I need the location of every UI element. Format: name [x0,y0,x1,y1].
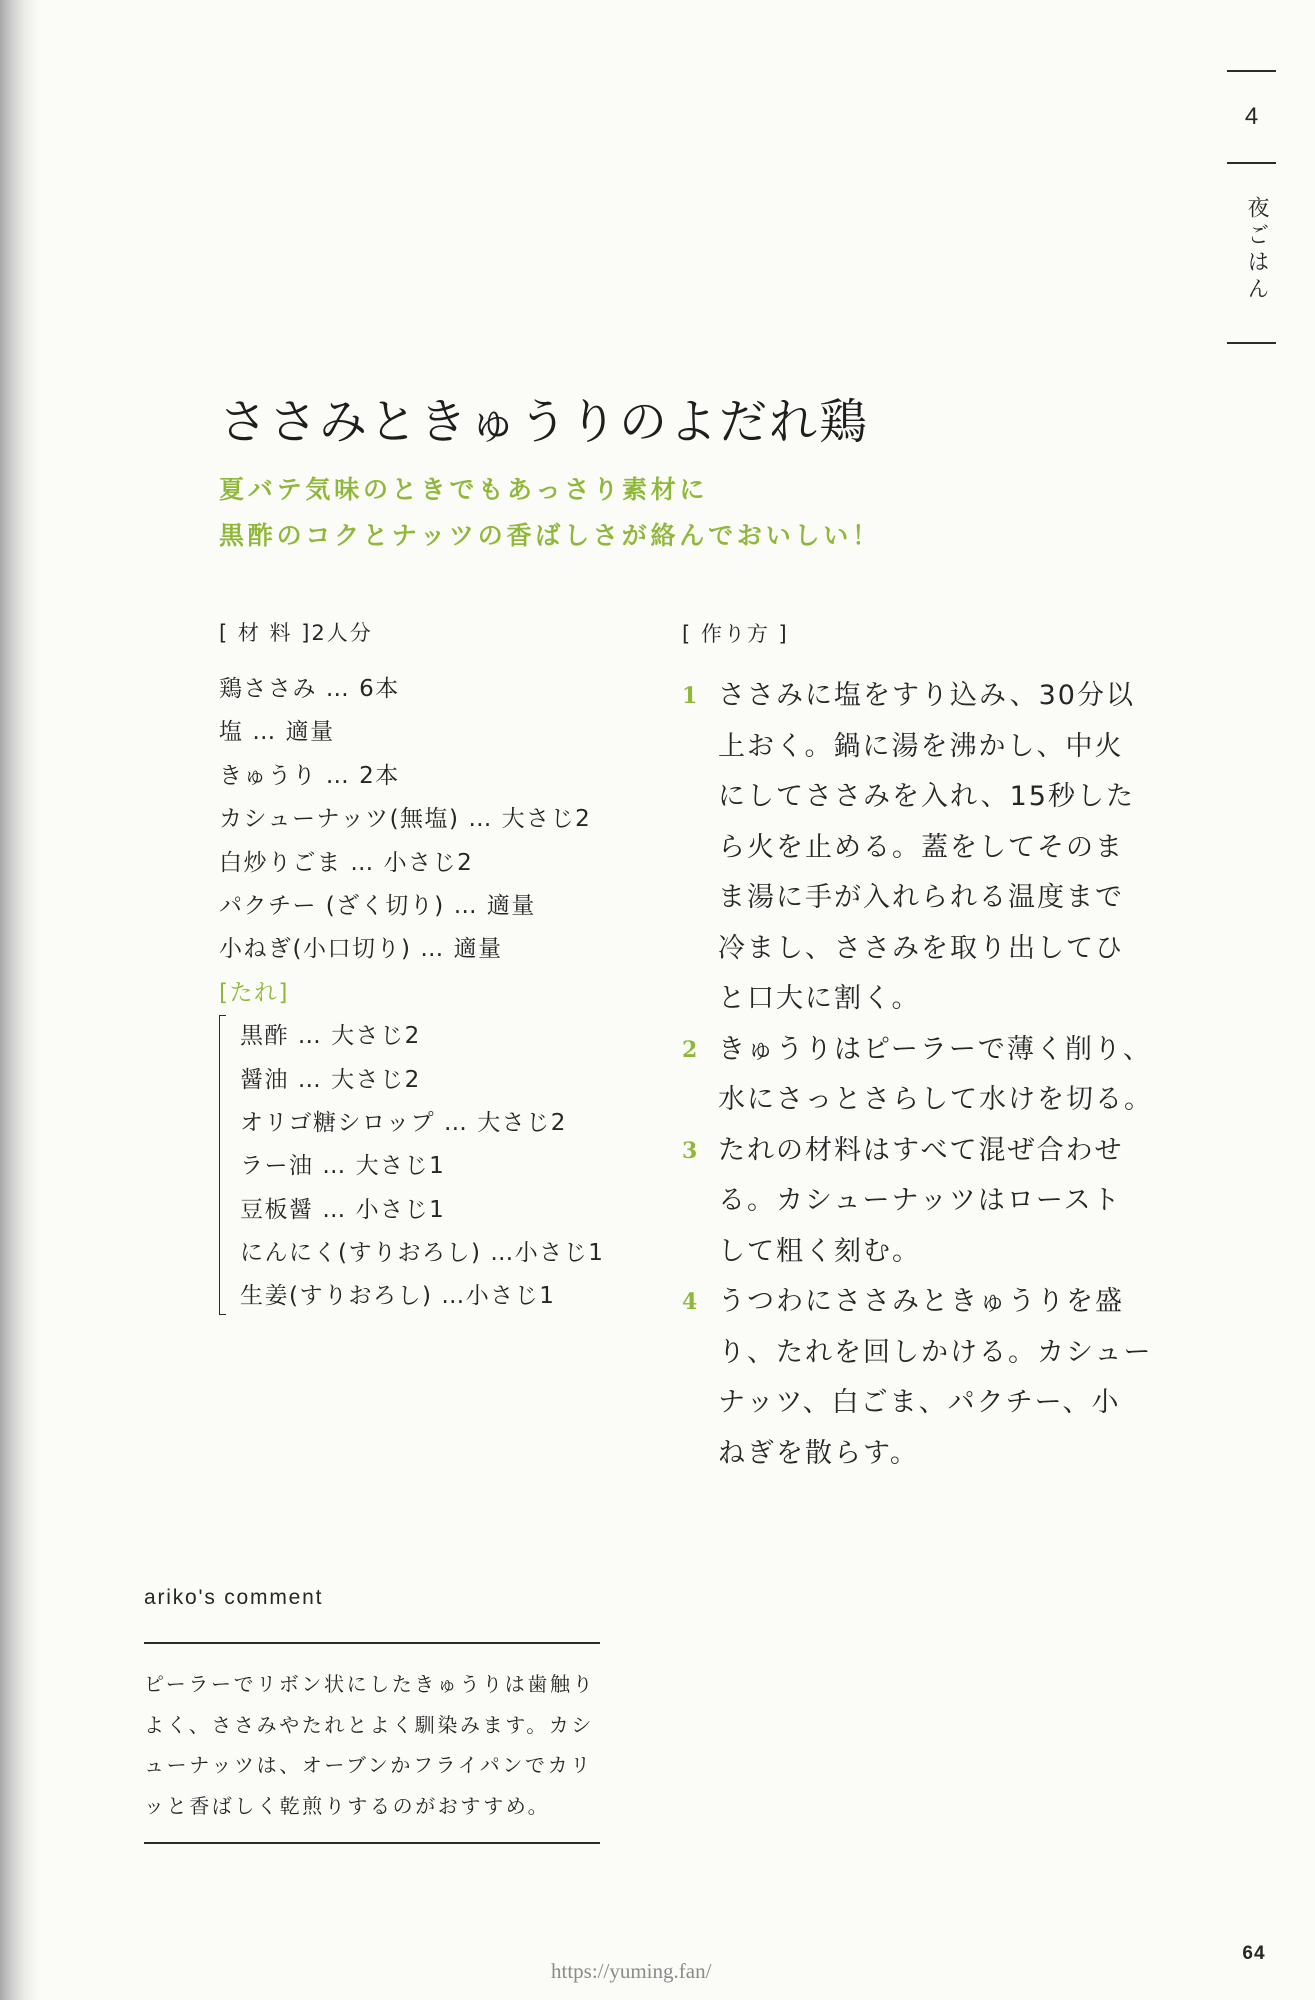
recipe-subtitle [219,467,881,559]
step-line: きゅうりはピーラーで薄く削り、 [718,1033,1152,1065]
sauce-item: ラー油 … 大さじ1 [240,1153,446,1180]
step-text [718,1025,1153,1126]
comment-line: ッと香ばしく乾煎りするのがおすすめ。 [144,1793,551,1818]
step-line: と口大に割く。 [718,983,921,1014]
step-line: して粗く刻む。 [718,1235,921,1267]
step-text [718,1277,1152,1479]
step-line: ま湯に手が入れられる温度まで [718,882,1124,913]
step-line: 水にさっとさらして水けを切る。 [718,1084,1153,1115]
comment-text [144,1664,595,1826]
step-text [718,1126,1123,1278]
step-line: り、たれを回しかける。カシュー [718,1336,1153,1368]
comment-line: ューナッツは、オーブンかフライパンでカリ [144,1753,593,1777]
chapter-title: 夜ごはん [1244,196,1269,304]
step-number: 3 [682,1137,698,1164]
step-line: る。カシューナッツはロースト [718,1185,1122,1216]
step-line: 冷まし、ささみを取り出してひ [718,932,1124,964]
step-line: 上おく。鍋に湯を沸かし、中火 [718,730,1124,762]
step-text [718,671,1135,1025]
page-number: 64 [1242,1943,1266,1964]
ingredient-item: カシューナッツ(無塩) … 大さじ2 [219,806,592,833]
comment-line: よく、ささみやたれとよく馴染みます。カシ [144,1712,594,1737]
method-steps [682,671,1182,1479]
ingredient-item: 白炒りごま … 小さじ2 [219,849,474,876]
sauce-item: 黒酢 … 大さじ2 [240,1023,421,1050]
step-line: ナッツ、白ごま、パクチー、小 [718,1387,1121,1418]
binding-shadow [0,0,40,2000]
sauce-item: 醤油 … 大さじ2 [240,1066,421,1093]
method-step-3 [682,1126,1182,1278]
chapter-number: 4 [1244,103,1259,130]
subtitle-line: 黒酢のコクとナッツの香ばしさが絡んでおいしい！ [219,521,881,550]
step-line: にしてささみを入れ、15秒した [718,781,1135,812]
comment-line: ピーラーでリボン状にしたきゅうりは歯触り [144,1672,596,1696]
method-step-2 [682,1025,1182,1126]
sauce-item: オリゴ糖シロップ … 大さじ2 [240,1109,567,1136]
comment-rule-top [144,1642,600,1644]
recipe-title: ささみときゅうりのよだれ鶏 [219,394,870,450]
chapter-rule-bottom [1227,342,1276,344]
ingredient-item: 塩 … 適量 [219,719,335,746]
chapter-rule-middle [1227,162,1276,164]
sauce-item: 豆板醤 … 小さじ1 [240,1196,446,1223]
ingredients-header: [ 材 料 ]2人分 [219,621,373,645]
comment-rule-bottom [144,1842,600,1844]
ingredients-list [219,668,659,1319]
ingredient-item: きゅうり … 2本 [219,762,400,789]
sauce-item: 生姜(すりおろし) …小さじ1 [240,1283,556,1310]
sauce-label: [たれ] [219,979,289,1006]
step-number: 4 [682,1289,698,1315]
ingredient-item: 鶏ささみ … 6本 [219,676,400,702]
method-step-1 [682,671,1182,1025]
step-number: 2 [682,1036,698,1063]
ingredient-item: 小ねぎ(小口切り) … 適量 [219,936,503,963]
step-line: ささみに塩をすり込み、30分以 [718,680,1135,711]
ingredient-item: パクチー (ざく切り) … 適量 [219,892,536,919]
step-line: ら火を止める。蓋をしてそのま [718,831,1124,863]
step-line: うつわにささみときゅうりを盛 [718,1286,1124,1317]
chapter-rule-top [1227,70,1276,72]
comment-heading: ariko's comment [144,1586,324,1609]
method-header: [ 作り方 ] [682,622,789,646]
step-number: 1 [682,683,698,709]
sauce-item: にんにく(すりおろし) …小さじ1 [240,1240,605,1267]
subtitle-line: 夏バテ気味のときでもあっさり素材に [219,475,709,504]
step-line: ねぎを散らす。 [718,1437,919,1469]
watermark-text: https://yuming.fan/ [551,1959,712,1983]
sauce-bracket [219,1015,226,1315]
step-line: たれの材料はすべて混ぜ合わせ [718,1134,1124,1166]
method-step-4 [682,1277,1182,1479]
